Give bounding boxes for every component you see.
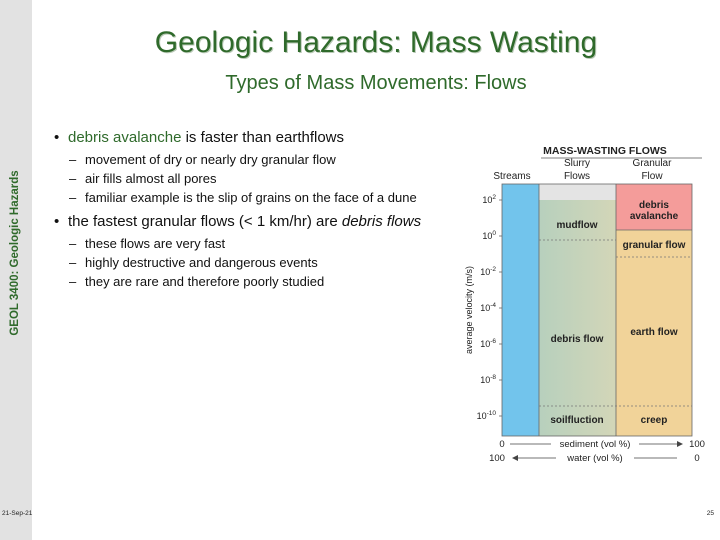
arrow-head (512, 455, 518, 461)
water-max: 0 (694, 453, 700, 464)
sub-bullet-text: movement of dry or nearly dry granular flow (85, 152, 336, 167)
slide-title: Geologic Hazards: Mass Wasting (154, 26, 598, 59)
dash-marker: – (69, 152, 77, 167)
sub-bullet-text: air fills almost all pores (85, 171, 217, 186)
y-tick-label: $10^{-2}$ (480, 266, 496, 277)
sub-bullet-text: highly destructive and dangerous events (85, 255, 318, 270)
italic-term: debris flows (341, 213, 422, 230)
sub-bullet (52, 272, 437, 291)
y-tick-label: $10^{-4}$ (480, 302, 496, 313)
label-debris-avalanche: avalanche (629, 211, 679, 222)
sub-bullet (52, 234, 437, 253)
mass-wasting-diagram (455, 138, 710, 468)
sub-bullet-text: they are rare and therefore poorly studied (85, 274, 325, 289)
sediment-max: 100 (689, 439, 705, 450)
label-debris-flow: debris flow (550, 334, 604, 345)
bullet-text: the fastest granular flows (< 1 km/hr) are (68, 213, 342, 230)
arrow-head (677, 441, 683, 447)
sub-bullet (52, 169, 437, 188)
dash-marker: – (69, 255, 77, 270)
bullet-marker: • (54, 213, 60, 230)
bullet-debris-flows (52, 212, 437, 232)
label-mudflow: mudflow (556, 220, 598, 231)
y-ticks (477, 194, 502, 421)
sediment-min: 0 (499, 439, 505, 450)
water-min: 100 (489, 453, 505, 464)
dash-marker: – (69, 236, 77, 251)
sediment-label: sediment (vol %) (559, 439, 631, 450)
slide-date: 21-Sep-21 (2, 510, 33, 517)
dash-marker: – (69, 274, 77, 289)
water-label: water (vol %) (567, 453, 623, 464)
sub-bullet (52, 253, 437, 272)
y-tick-label: $10^{-10}$ (476, 410, 496, 421)
page-number: 25 (706, 510, 714, 517)
y-tick-label: $10^0$ (482, 230, 496, 241)
column-header-granular: Granular (632, 158, 672, 169)
label-soilfluction: soilfluction (550, 415, 604, 426)
slurry-zone (539, 200, 616, 436)
sub-bullet-text: familiar example is the slip of grains on the face of a dune (85, 190, 417, 205)
bullet-text: is faster than earthflows (181, 129, 344, 146)
sub-bullet (52, 150, 437, 169)
dash-marker: – (69, 190, 77, 205)
label-debris-avalanche: debris (638, 200, 670, 211)
slurry-top-zone (539, 184, 616, 200)
y-tick-label: $10^2$ (482, 194, 496, 205)
label-earth-flow: earth flow (630, 327, 678, 338)
streams-zone (502, 184, 539, 436)
y-tick-label: $10^{-8}$ (480, 374, 496, 385)
column-header-streams: Streams (493, 171, 531, 182)
bullet-debris-avalanche (52, 128, 437, 148)
y-axis-label: average velocity (m/s) (464, 265, 474, 355)
y-tick-label: $10^{-6}$ (480, 338, 496, 349)
label-creep: creep (640, 415, 668, 426)
figure-title: MASS-WASTING FLOWS (543, 145, 667, 157)
slide-subtitle: Types of Mass Movements: Flows (225, 72, 527, 94)
sub-bullet-text: these flows are very fast (85, 236, 226, 251)
course-title: GEOL 3400: Geologic Hazards (9, 170, 21, 336)
column-header-slurry: Slurry (563, 158, 591, 169)
bullet-marker: • (54, 129, 60, 146)
sub-bullet (52, 188, 437, 207)
label-granular-flow: granular flow (622, 240, 686, 251)
column-header-granular: Flow (641, 171, 663, 182)
bullet-list (52, 128, 437, 291)
sidebar (0, 0, 32, 540)
column-header-slurry: Flows (563, 171, 591, 182)
dash-marker: – (69, 171, 77, 186)
highlight-term: debris avalanche (68, 129, 182, 146)
